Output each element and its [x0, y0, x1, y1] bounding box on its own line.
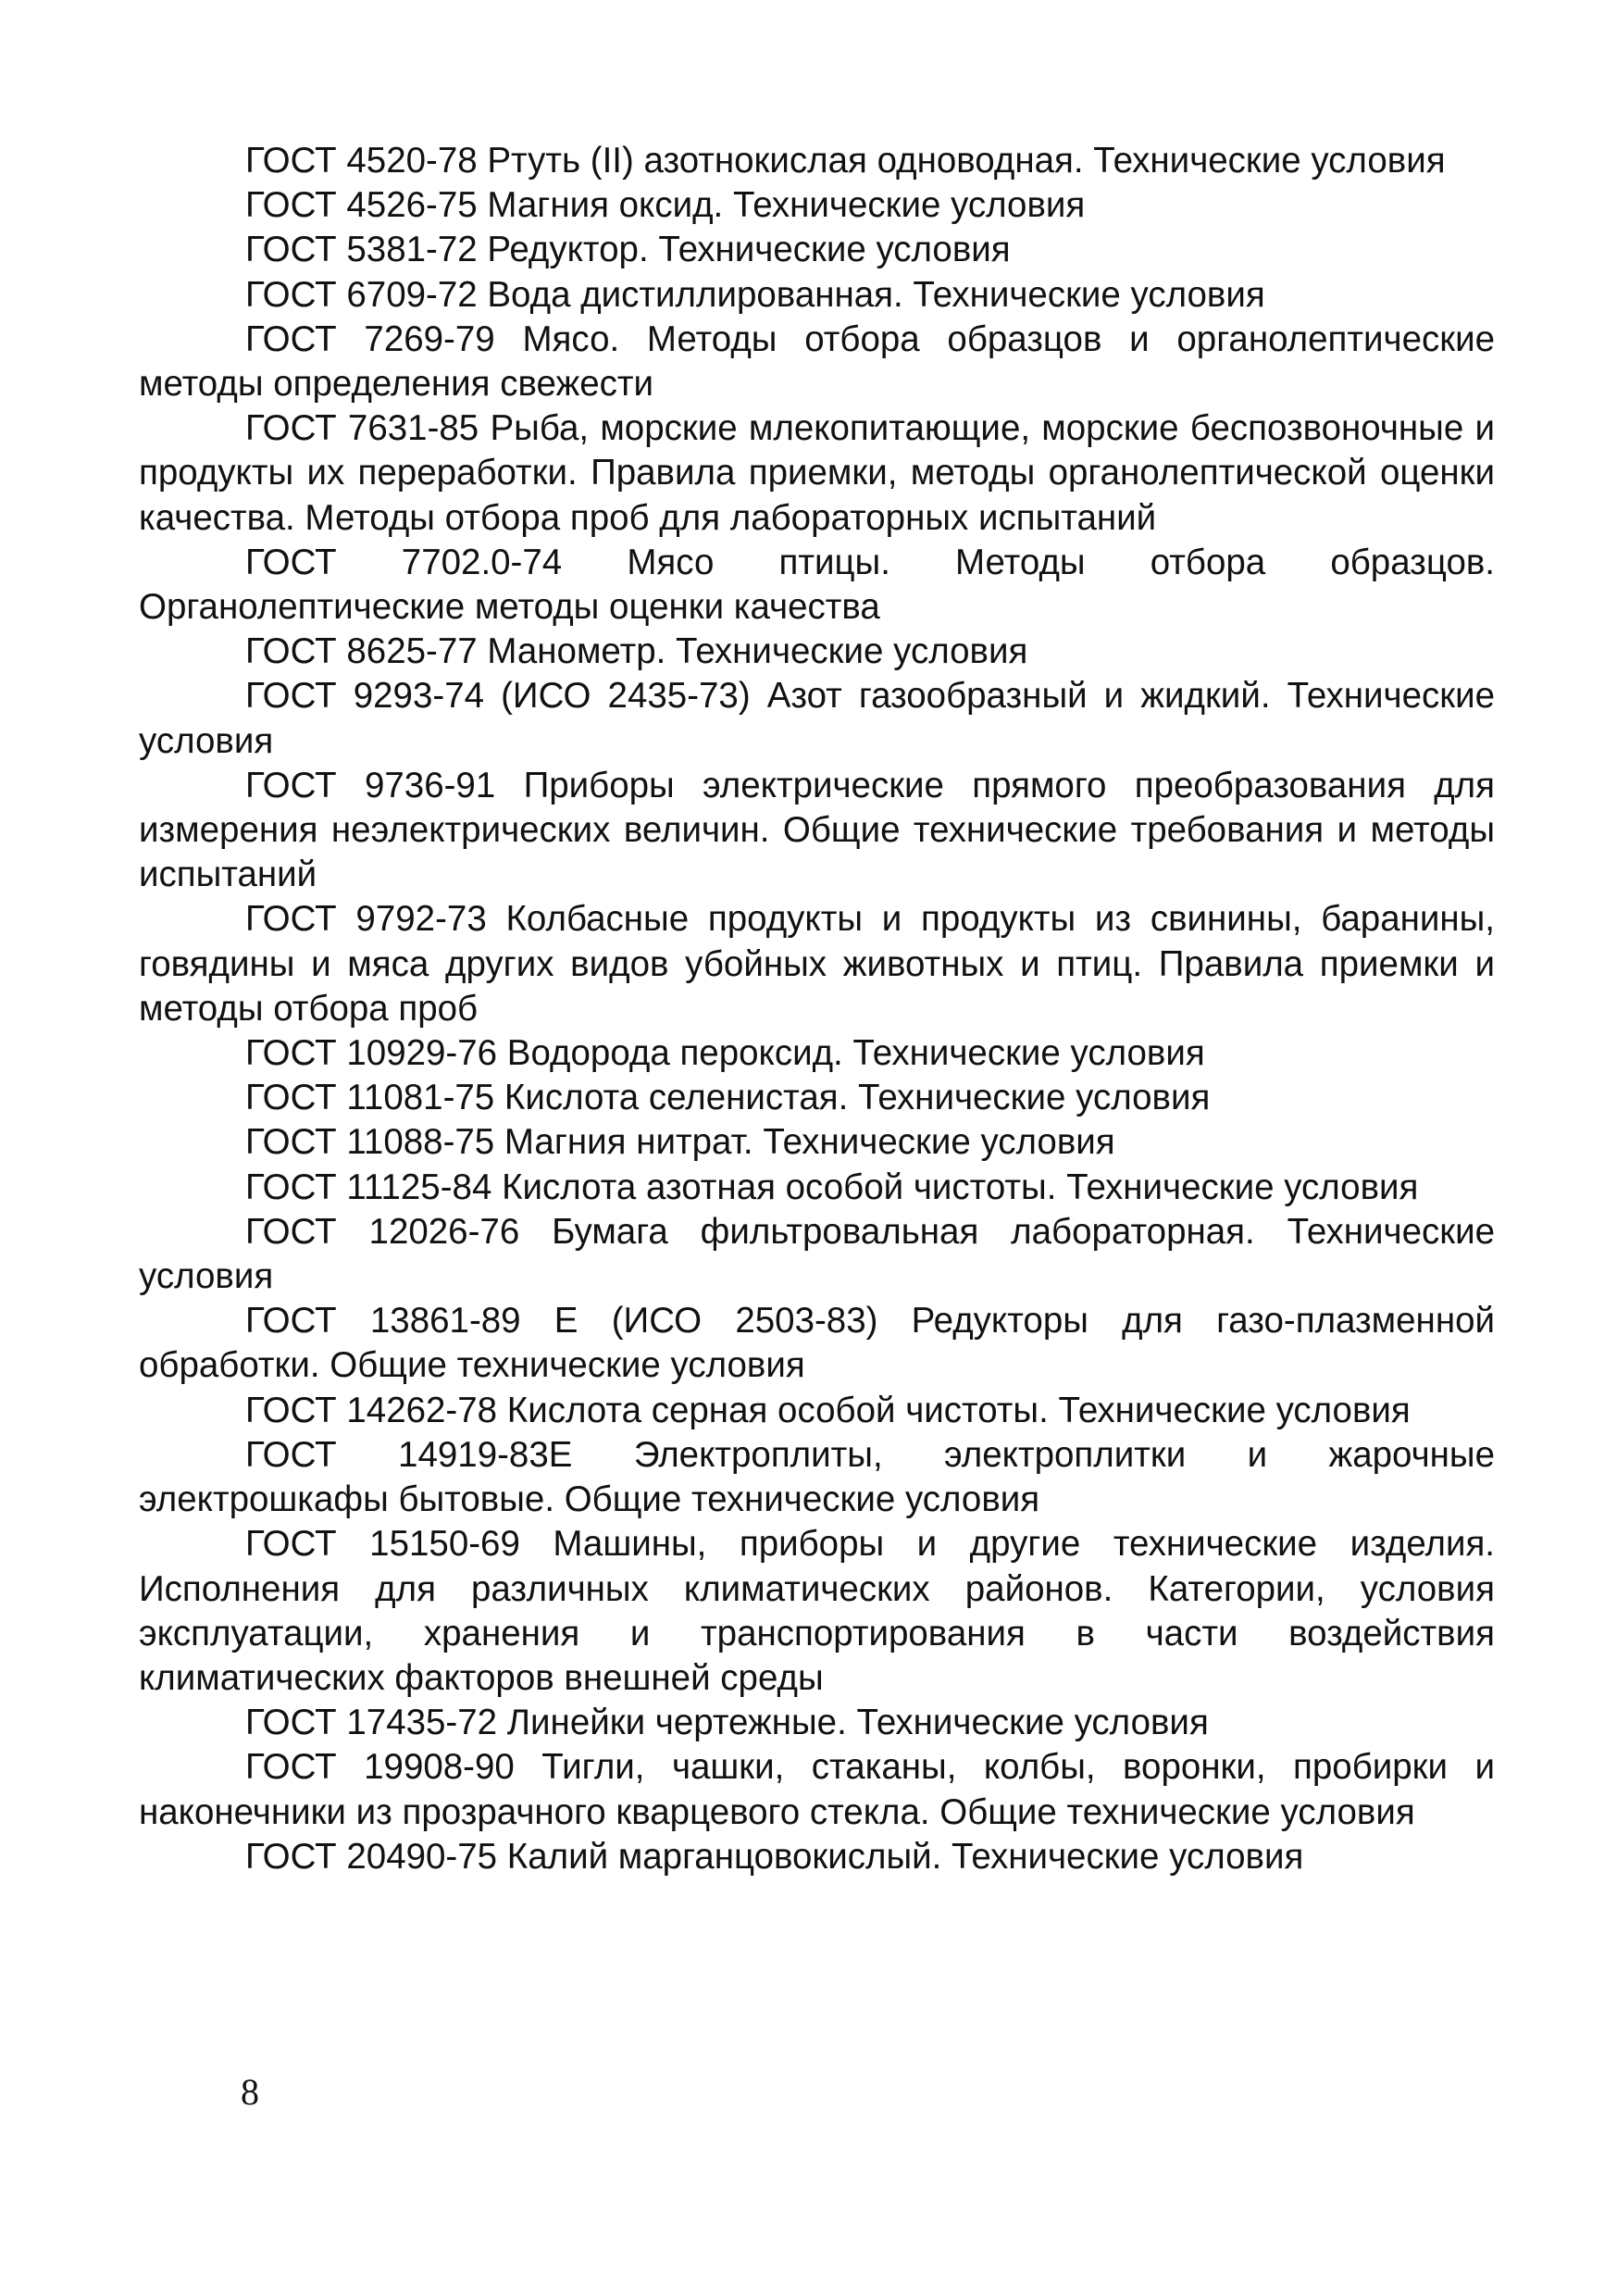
reference-entry [139, 1745, 1495, 1834]
standard-title: (ИСО 2503-83) Редукторы для газо-плазменной обработки. Общие технические условия [139, 1301, 1495, 1386]
standard-title: Тигли, чашки, стаканы, колбы, воронки, пробирки и наконечники из прозрачного кварцевого стекла. Общие технические условия [139, 1747, 1495, 1832]
standard-code: ГОСТ 7702.0-74 [245, 542, 563, 582]
page-number: 8 [241, 2071, 259, 2113]
standard-code: ГОСТ 10929-76 [245, 1033, 498, 1074]
standard-title: Машины, приборы и другие технические изделия. Исполнения для различных климатических районов. Категории, условия эксплуатации, хранения и транспортирования в части воздействия климатических факторов внешней среды [139, 1524, 1496, 1698]
standard-code: ГОСТ 11088-75 [245, 1122, 495, 1163]
reference-entry [139, 1076, 1495, 1120]
standard-code: ГОСТ 15150-69 [245, 1524, 520, 1565]
standard-title: Кислота азотная особой чистоты. Технические условия [502, 1167, 1419, 1207]
reference-entry [139, 139, 1495, 183]
reference-entry [139, 273, 1495, 318]
standard-code: ГОСТ 11125-84 [245, 1167, 492, 1207]
standard-code: ГОСТ 7269-79 [245, 318, 495, 359]
reference-entry [139, 1522, 1495, 1701]
reference-entry [139, 406, 1495, 541]
standard-title: Электроплиты, электроплитки и жарочные электрошкафы бытовые. Общие технические условия [139, 1434, 1495, 1520]
standard-title: Кислота серная особой чистоты. Технические условия [506, 1390, 1411, 1430]
standard-title: Манометр. Технические условия [487, 631, 1028, 672]
standard-title: (ИСО 2435-73) Азот газообразный и жидкий. Технические условия [139, 676, 1495, 761]
reference-entry [139, 1166, 1495, 1210]
standard-title: Приборы электрические прямого преобразования для измерения неэлектрических величин. Общие технические требования и методы испытаний [139, 765, 1495, 895]
reference-entry [139, 1210, 1495, 1299]
standard-code: ГОСТ 11081-75 [245, 1078, 495, 1118]
reference-entry [139, 1299, 1495, 1388]
reference-entry [139, 1433, 1495, 1522]
reference-entry [139, 1835, 1495, 1879]
standard-code: ГОСТ 6709-72 [245, 274, 478, 315]
standard-code: ГОСТ 20490-75 [245, 1836, 498, 1877]
reference-entry [139, 183, 1495, 228]
standard-code: ГОСТ 9736-91 [245, 765, 496, 805]
standard-title: Рыба, морские млекопитающие, морские беспозвоночные и продукты их переработки. Правила приемки, методы органолептической оценки качества. Методы отбора проб для лабораторных испытаний [139, 408, 1496, 538]
standard-title: Калий марганцовокислый. Технические условия [506, 1836, 1304, 1877]
standard-title: Магния нитрат. Технические условия [504, 1122, 1115, 1163]
standard-title: Водорода пероксид. Технические условия [506, 1033, 1205, 1074]
reference-entry [139, 318, 1495, 406]
standard-title: Мясо птицы. Методы отбора образцов. Органолептические методы оценки качества [139, 542, 1496, 628]
standard-code: ГОСТ 12026-76 [245, 1211, 520, 1252]
standard-code: ГОСТ 17435-72 [245, 1703, 498, 1743]
reference-entry [139, 630, 1495, 674]
standard-code: ГОСТ 14919-83Е [245, 1434, 573, 1475]
standard-code: ГОСТ 4520-78 [245, 141, 478, 181]
standard-code: ГОСТ 9293-74 [245, 676, 485, 717]
standard-code: ГОСТ 9792-73 [245, 899, 487, 940]
reference-entry [139, 1031, 1495, 1076]
standard-title: Бумага фильтровальная лабораторная. Технические условия [139, 1211, 1495, 1297]
reference-entry [139, 1389, 1495, 1433]
standard-code: ГОСТ 8625-77 [245, 631, 478, 672]
reference-entry [139, 674, 1495, 763]
reference-entry [139, 228, 1495, 272]
standard-title: Вода дистиллированная. Технические условия [487, 274, 1265, 315]
standard-title: Кислота селенистая. Технические условия [504, 1078, 1211, 1118]
standard-title: Магния оксид. Технические условия [487, 185, 1086, 226]
standard-title: Мясо. Методы отбора образцов и органолептические методы определения свежести [139, 318, 1495, 405]
reference-entry [139, 897, 1495, 1031]
standard-code: ГОСТ 7631-85 [245, 408, 479, 449]
standard-title: Колбасные продукты и продукты из свинины, баранины, говядины и мяса других видов убойных животных и птиц. Правила приемки и методы отбора проб [139, 899, 1495, 1029]
reference-entry [139, 1701, 1495, 1745]
reference-entry [139, 541, 1495, 630]
reference-entry [139, 764, 1495, 898]
standard-code: ГОСТ 13861-89 Е [245, 1301, 578, 1341]
standard-code: ГОСТ 14262-78 [245, 1390, 498, 1430]
standard-title: Редуктор. Технические условия [487, 230, 1011, 270]
standard-code: ГОСТ 4526-75 [245, 185, 478, 226]
standard-code: ГОСТ 19908-90 [245, 1747, 515, 1788]
normative-references-list [139, 139, 1495, 1879]
standard-code: ГОСТ 5381-72 [245, 230, 478, 270]
standard-title: Линейки чертежные. Технические условия [506, 1703, 1209, 1743]
reference-entry [139, 1120, 1495, 1165]
standard-title: Ртуть (II) азотнокислая одноводная. Технические условия [487, 141, 1446, 181]
